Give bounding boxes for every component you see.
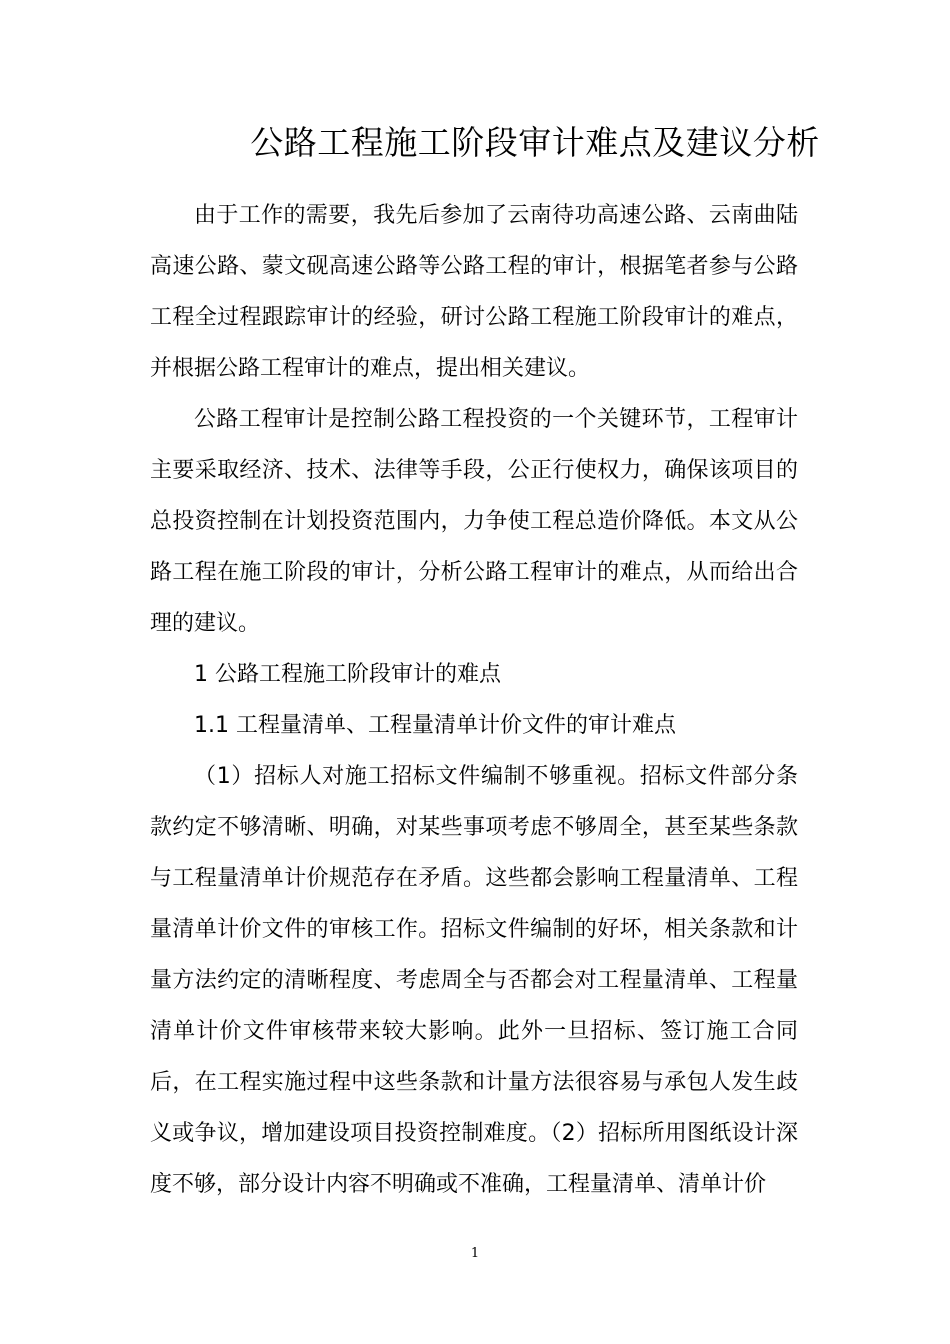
section-heading-1: 1 公路工程施工阶段审计的难点	[194, 662, 501, 687]
document-title: 公路工程施工阶段审计难点及建议分析	[250, 123, 820, 162]
document-body	[150, 190, 798, 1210]
paragraph-difficulties: （1）招标人对施工招标文件编制不够重视。招标文件部分条款约定不够清晰、明确，对某些事项考虑不够周全，甚至某些条款与工程量清单计价规范存在矛盾。这些都会影响工程量清单、工程量清单计价文件的审核工作。招标文件编制的好坏，相关条款和计量方法约定的清晰程度、考虑周全与否都会对工程量清单、工程量清单计价文件审核带来较大影响。此外一旦招标、签订施工合同后，在工程实施过程中这些条款和计量方法很容易与承包人发生歧义或争议，增加建设项目投资控制难度。（2）招标所用图纸设计深度不够，部分设计内容不明确或不准确，工程量清单、清单计价	[150, 764, 798, 1197]
page-number: 1	[470, 1246, 480, 1261]
section-heading-1-1: 1.1 工程量清单、工程量清单计价文件的审计难点	[194, 713, 676, 738]
paragraph-purpose: 公路工程审计是控制公路工程投资的一个关键环节，工程审计主要采取经济、技术、法律等手段，公正行使权力，确保该项目的总投资控制在计划投资范围内，力争使工程总造价降低。本文从公路工程在施工阶段的审计，分析公路工程审计的难点，从而给出合理的建议。	[150, 407, 798, 636]
paragraph-intro: 由于工作的需要，我先后参加了云南待功高速公路、云南曲陆高速公路、蒙文砚高速公路等公路工程的审计，根据笔者参与公路工程全过程跟踪审计的经验，研讨公路工程施工阶段审计的难点，并根据公路工程审计的难点，提出相关建议。	[150, 203, 798, 381]
